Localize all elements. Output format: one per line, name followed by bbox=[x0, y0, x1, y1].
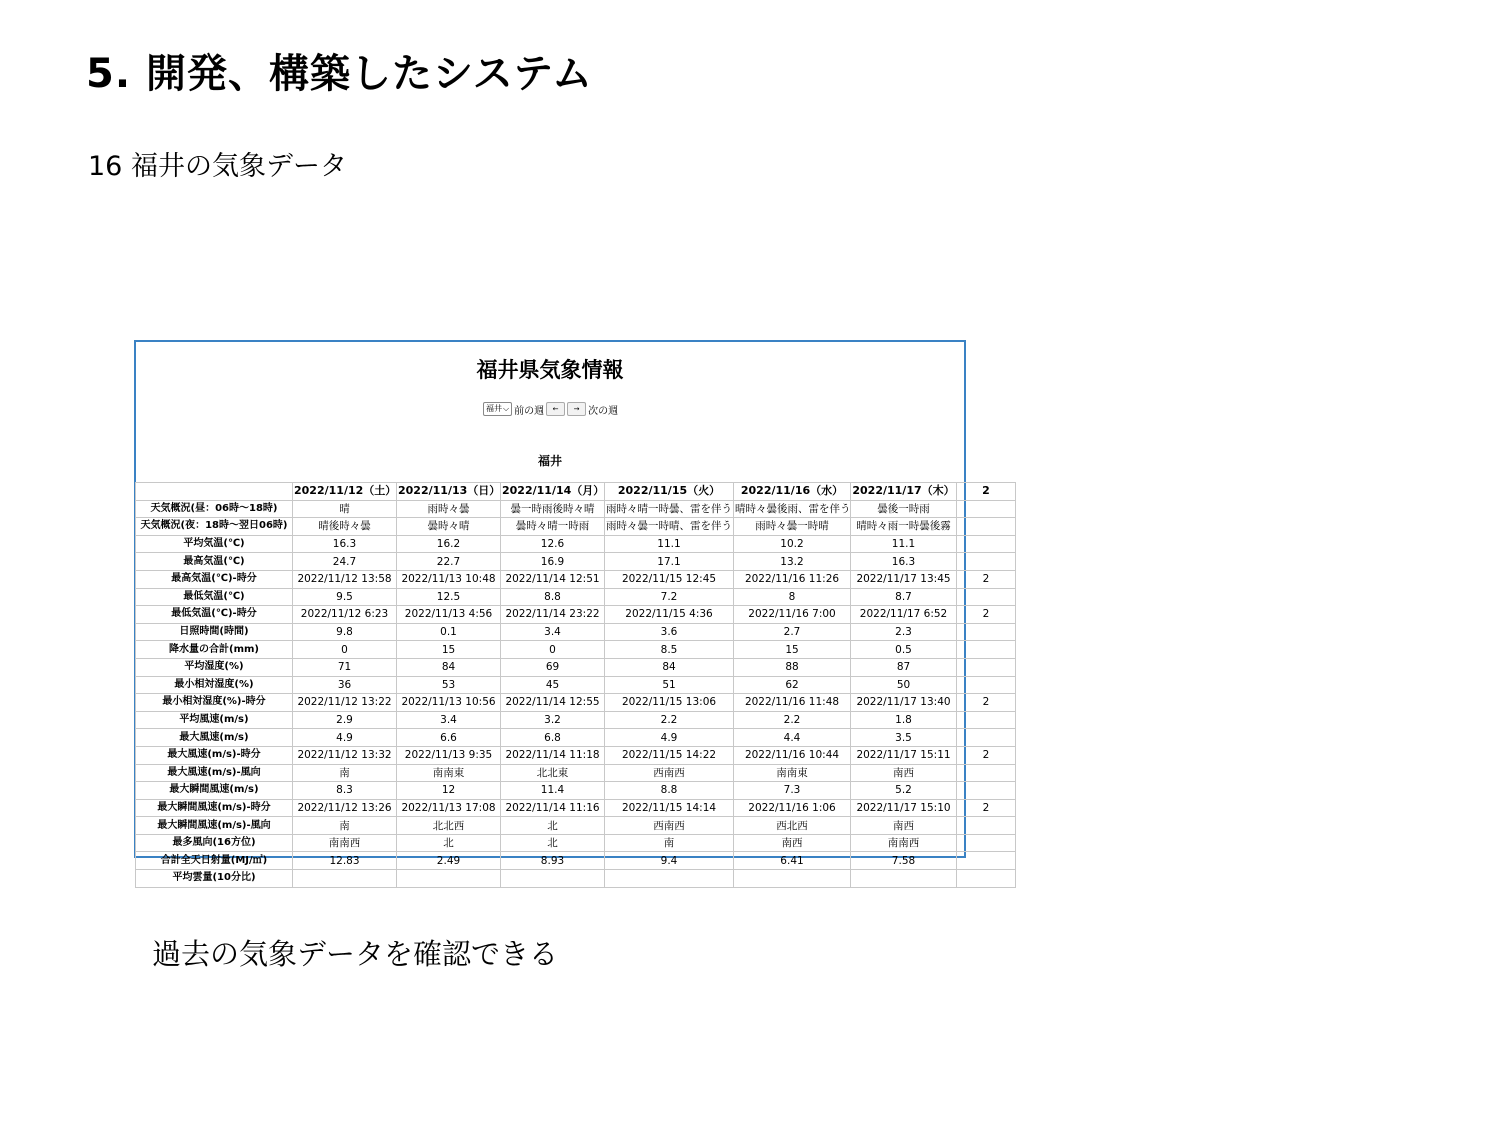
table-cell: 2 bbox=[957, 606, 1016, 624]
table-cell: 晴後時々曇 bbox=[293, 518, 397, 536]
table-cell: 69 bbox=[501, 658, 605, 676]
table-cell: 2022/11/12 13:32 bbox=[293, 746, 397, 764]
table-cell: 12.6 bbox=[501, 535, 605, 553]
table-cell bbox=[957, 852, 1016, 870]
week-navigation bbox=[483, 401, 618, 417]
table-row bbox=[136, 764, 1016, 782]
table-cell bbox=[397, 870, 501, 888]
table-header-row bbox=[136, 483, 1016, 501]
table-cell bbox=[957, 500, 1016, 518]
weather-app-screenshot bbox=[134, 340, 990, 884]
prev-week-label: 前の週 bbox=[514, 405, 545, 417]
table-cell: 南 bbox=[293, 764, 397, 782]
table-cell: 2022/11/14 12:55 bbox=[501, 694, 605, 712]
table-cell: 南南東 bbox=[734, 764, 851, 782]
table-cell: 2022/11/13 4:56 bbox=[397, 606, 501, 624]
table-cell: 2.9 bbox=[293, 711, 397, 729]
slide-title: 5. 開発、構築したシステム bbox=[86, 51, 593, 97]
table-cell: 16.3 bbox=[851, 553, 957, 571]
table-cell: 12.83 bbox=[293, 852, 397, 870]
table-cell: 53 bbox=[397, 676, 501, 694]
table-cell: 雨時々曇 bbox=[397, 500, 501, 518]
table-cell: 2 bbox=[957, 746, 1016, 764]
slide-subtitle: 16 福井の気象データ bbox=[88, 151, 347, 182]
table-cell: 24.7 bbox=[293, 553, 397, 571]
table-cell: 曇後一時雨 bbox=[851, 500, 957, 518]
table-cell bbox=[957, 641, 1016, 659]
table-cell: 6.41 bbox=[734, 852, 851, 870]
table-cell: 3.5 bbox=[851, 729, 957, 747]
table-cell: 2.7 bbox=[734, 623, 851, 641]
table-cell: 南南西 bbox=[293, 834, 397, 852]
table-cell bbox=[501, 870, 605, 888]
row-label: 最多風向(16方位) bbox=[136, 834, 293, 852]
row-label: 平均風速(m/s) bbox=[136, 711, 293, 729]
table-cell: 36 bbox=[293, 676, 397, 694]
app-title: 福井県気象情報 bbox=[476, 358, 624, 382]
table-row bbox=[136, 588, 1016, 606]
table-cell: 2022/11/16 1:06 bbox=[734, 799, 851, 817]
table-cell: 晴時々曇後雨、雷を伴う bbox=[734, 500, 851, 518]
table-cell: 8 bbox=[734, 588, 851, 606]
table-cell: 2022/11/16 11:48 bbox=[734, 694, 851, 712]
table-cell: 84 bbox=[397, 658, 501, 676]
table-row bbox=[136, 676, 1016, 694]
table-row bbox=[136, 852, 1016, 870]
row-label: 最小相対湿度(%) bbox=[136, 676, 293, 694]
table-cell: 62 bbox=[734, 676, 851, 694]
table-cell: 8.7 bbox=[851, 588, 957, 606]
table-cell: 南南東 bbox=[397, 764, 501, 782]
table-row bbox=[136, 570, 1016, 588]
table-cell: 11.4 bbox=[501, 782, 605, 800]
table-cell bbox=[957, 764, 1016, 782]
table-cell: 1.8 bbox=[851, 711, 957, 729]
table-cell: 2 bbox=[957, 570, 1016, 588]
chevron-down-icon: ⌵ bbox=[503, 404, 510, 413]
table-cell: 2022/11/13 17:08 bbox=[397, 799, 501, 817]
table-cell: 2022/11/16 7:00 bbox=[734, 606, 851, 624]
table-cell: 晴 bbox=[293, 500, 397, 518]
table-cell: 4.9 bbox=[293, 729, 397, 747]
table-cell: 8.8 bbox=[501, 588, 605, 606]
table-row bbox=[136, 782, 1016, 800]
table-cell: 2022/11/15 14:22 bbox=[605, 746, 734, 764]
table-cell: 0 bbox=[293, 641, 397, 659]
table-cell: 15 bbox=[397, 641, 501, 659]
table-cell: 2022/11/13 9:35 bbox=[397, 746, 501, 764]
row-label: 最小相対湿度(%)-時分 bbox=[136, 694, 293, 712]
table-cell: 50 bbox=[851, 676, 957, 694]
station-name: 福井 bbox=[537, 454, 562, 468]
table-cell: 西南西 bbox=[605, 817, 734, 835]
table-cell: 2022/11/17 13:45 bbox=[851, 570, 957, 588]
table-cell: 9.8 bbox=[293, 623, 397, 641]
date-column-header: 2022/11/17（木） bbox=[851, 483, 957, 501]
table-cell: 南 bbox=[293, 817, 397, 835]
table-cell: 2022/11/16 11:26 bbox=[734, 570, 851, 588]
table-row bbox=[136, 694, 1016, 712]
row-label: 最大瞬間風速(m/s) bbox=[136, 782, 293, 800]
weather-table bbox=[135, 482, 1016, 888]
table-cell: 北北東 bbox=[501, 764, 605, 782]
row-label: 合計全天日射量(MJ/㎡) bbox=[136, 852, 293, 870]
table-row bbox=[136, 623, 1016, 641]
location-select[interactable] bbox=[483, 402, 512, 416]
table-cell: 2022/11/16 10:44 bbox=[734, 746, 851, 764]
row-label: 降水量の合計(mm) bbox=[136, 641, 293, 659]
row-label: 最高気温(℃)-時分 bbox=[136, 570, 293, 588]
table-cell: 16.2 bbox=[397, 535, 501, 553]
table-cell: 雨時々曇一時晴、雷を伴う bbox=[605, 518, 734, 536]
table-cell: 13.2 bbox=[734, 553, 851, 571]
table-cell: 2022/11/17 15:11 bbox=[851, 746, 957, 764]
table-cell: 曇一時雨後時々晴 bbox=[501, 500, 605, 518]
table-row bbox=[136, 817, 1016, 835]
date-column-header: 2022/11/16（水） bbox=[734, 483, 851, 501]
table-cell bbox=[957, 553, 1016, 571]
table-cell: 12.5 bbox=[397, 588, 501, 606]
table-cell: 12 bbox=[397, 782, 501, 800]
table-cell: 87 bbox=[851, 658, 957, 676]
table-cell: 8.3 bbox=[293, 782, 397, 800]
table-cell: 15 bbox=[734, 641, 851, 659]
table-cell: 3.2 bbox=[501, 711, 605, 729]
row-label: 最大風速(m/s) bbox=[136, 729, 293, 747]
table-cell: 南西 bbox=[851, 764, 957, 782]
table-cell: 9.5 bbox=[293, 588, 397, 606]
table-cell: 曇時々晴 bbox=[397, 518, 501, 536]
table-cell: 2022/11/14 11:18 bbox=[501, 746, 605, 764]
date-column-header: 2022/11/15（火） bbox=[605, 483, 734, 501]
table-cell: 22.7 bbox=[397, 553, 501, 571]
table-cell: 2022/11/13 10:56 bbox=[397, 694, 501, 712]
table-cell: 7.2 bbox=[605, 588, 734, 606]
table-cell: 北北西 bbox=[397, 817, 501, 835]
row-label: 最高気温(℃) bbox=[136, 553, 293, 571]
prev-week-button[interactable]: ← bbox=[546, 402, 565, 416]
table-cell: 2022/11/15 4:36 bbox=[605, 606, 734, 624]
table-cell: 曇時々晴一時雨 bbox=[501, 518, 605, 536]
table-cell: 84 bbox=[605, 658, 734, 676]
table-cell: 2 bbox=[957, 799, 1016, 817]
table-cell: 2022/11/17 6:52 bbox=[851, 606, 957, 624]
table-cell bbox=[957, 870, 1016, 888]
row-label: 最大瞬間風速(m/s)-風向 bbox=[136, 817, 293, 835]
table-cell bbox=[957, 817, 1016, 835]
table-cell bbox=[957, 729, 1016, 747]
date-column-header: 2 bbox=[957, 483, 1016, 501]
table-row bbox=[136, 799, 1016, 817]
table-row bbox=[136, 518, 1016, 536]
row-label: 最大瞬間風速(m/s)-時分 bbox=[136, 799, 293, 817]
table-row bbox=[136, 535, 1016, 553]
table-cell: 9.4 bbox=[605, 852, 734, 870]
table-cell bbox=[957, 711, 1016, 729]
table-cell: 4.4 bbox=[734, 729, 851, 747]
row-label: 天気概況(昼：06時〜18時) bbox=[136, 500, 293, 518]
table-cell: 北 bbox=[501, 817, 605, 835]
table-row bbox=[136, 658, 1016, 676]
table-cell: 8.5 bbox=[605, 641, 734, 659]
table-cell: 71 bbox=[293, 658, 397, 676]
table-cell: 雨時々晴一時曇、雷を伴う bbox=[605, 500, 734, 518]
table-cell: 8.93 bbox=[501, 852, 605, 870]
table-cell bbox=[957, 535, 1016, 553]
table-cell: 16.3 bbox=[293, 535, 397, 553]
table-cell: 2.2 bbox=[605, 711, 734, 729]
table-cell: 北 bbox=[501, 834, 605, 852]
table-cell bbox=[851, 870, 957, 888]
table-cell bbox=[957, 834, 1016, 852]
table-cell: 4.9 bbox=[605, 729, 734, 747]
table-cell: 2022/11/12 13:26 bbox=[293, 799, 397, 817]
table-cell bbox=[734, 870, 851, 888]
table-cell: 2022/11/14 12:51 bbox=[501, 570, 605, 588]
table-cell bbox=[957, 676, 1016, 694]
table-cell bbox=[957, 782, 1016, 800]
table-cell: 南南西 bbox=[851, 834, 957, 852]
date-column-header: 2022/11/12（土） bbox=[293, 483, 397, 501]
slide-caption: 過去の気象データを確認できる bbox=[152, 937, 559, 971]
table-cell: 0.1 bbox=[397, 623, 501, 641]
table-cell bbox=[293, 870, 397, 888]
table-cell: 10.2 bbox=[734, 535, 851, 553]
table-row bbox=[136, 711, 1016, 729]
table-cell: 2022/11/15 14:14 bbox=[605, 799, 734, 817]
table-cell: 雨時々曇一時晴 bbox=[734, 518, 851, 536]
row-label: 最大風速(m/s)-時分 bbox=[136, 746, 293, 764]
date-column-header: 2022/11/14（月） bbox=[501, 483, 605, 501]
table-cell: 11.1 bbox=[851, 535, 957, 553]
table-cell: 南 bbox=[605, 834, 734, 852]
table-row bbox=[136, 641, 1016, 659]
table-cell: 0.5 bbox=[851, 641, 957, 659]
table-cell: 2.2 bbox=[734, 711, 851, 729]
table-cell: 3.4 bbox=[397, 711, 501, 729]
row-label: 平均気温(℃) bbox=[136, 535, 293, 553]
date-column-header: 2022/11/13（日） bbox=[397, 483, 501, 501]
table-cell: 2022/11/15 13:06 bbox=[605, 694, 734, 712]
table-cell: 0 bbox=[501, 641, 605, 659]
table-cell: 2022/11/17 15:10 bbox=[851, 799, 957, 817]
table-cell: 晴時々雨一時曇後霧 bbox=[851, 518, 957, 536]
table-cell: 2022/11/14 11:16 bbox=[501, 799, 605, 817]
table-row bbox=[136, 553, 1016, 571]
table-cell: 2.49 bbox=[397, 852, 501, 870]
table-cell: 2022/11/17 13:40 bbox=[851, 694, 957, 712]
table-cell: 2022/11/15 12:45 bbox=[605, 570, 734, 588]
table-cell bbox=[957, 658, 1016, 676]
table-cell: 6.8 bbox=[501, 729, 605, 747]
table-cell: 7.3 bbox=[734, 782, 851, 800]
row-label: 天気概況(夜：18時〜翌日06時) bbox=[136, 518, 293, 536]
next-week-label: 次の週 bbox=[588, 405, 619, 417]
table-cell bbox=[957, 588, 1016, 606]
table-cell: 西南西 bbox=[605, 764, 734, 782]
row-label: 最低気温(℃) bbox=[136, 588, 293, 606]
table-cell: 45 bbox=[501, 676, 605, 694]
table-cell: 8.8 bbox=[605, 782, 734, 800]
table-cell: 2022/11/12 13:58 bbox=[293, 570, 397, 588]
table-cell: 3.4 bbox=[501, 623, 605, 641]
table-cell: 北 bbox=[397, 834, 501, 852]
row-label: 最大風速(m/s)-風向 bbox=[136, 764, 293, 782]
table-cell: 88 bbox=[734, 658, 851, 676]
row-label: 最低気温(℃)-時分 bbox=[136, 606, 293, 624]
table-cell: 2022/11/13 10:48 bbox=[397, 570, 501, 588]
table-row bbox=[136, 834, 1016, 852]
table-cell: 17.1 bbox=[605, 553, 734, 571]
row-label: 日照時間(時間) bbox=[136, 623, 293, 641]
table-cell: 南西 bbox=[851, 817, 957, 835]
table-cell: 7.58 bbox=[851, 852, 957, 870]
table-cell: 西北西 bbox=[734, 817, 851, 835]
table-cell: 5.2 bbox=[851, 782, 957, 800]
table-row bbox=[136, 746, 1016, 764]
table-cell: 16.9 bbox=[501, 553, 605, 571]
table-cell: 南西 bbox=[734, 834, 851, 852]
table-cell: 2.3 bbox=[851, 623, 957, 641]
row-label: 平均湿度(%) bbox=[136, 658, 293, 676]
table-corner-cell bbox=[136, 483, 293, 501]
table-cell: 2022/11/14 23:22 bbox=[501, 606, 605, 624]
table-row bbox=[136, 870, 1016, 888]
table-cell bbox=[957, 518, 1016, 536]
table-cell bbox=[605, 870, 734, 888]
table-cell bbox=[957, 623, 1016, 641]
location-select-value: 福井 bbox=[486, 404, 502, 413]
table-row bbox=[136, 729, 1016, 747]
table-cell: 51 bbox=[605, 676, 734, 694]
row-label: 平均雲量(10分比) bbox=[136, 870, 293, 888]
table-row bbox=[136, 500, 1016, 518]
table-row bbox=[136, 606, 1016, 624]
next-week-button[interactable]: → bbox=[567, 402, 586, 416]
table-cell: 6.6 bbox=[397, 729, 501, 747]
table-cell: 11.1 bbox=[605, 535, 734, 553]
table-cell: 2 bbox=[957, 694, 1016, 712]
table-cell: 2022/11/12 6:23 bbox=[293, 606, 397, 624]
table-cell: 3.6 bbox=[605, 623, 734, 641]
table-cell: 2022/11/12 13:22 bbox=[293, 694, 397, 712]
